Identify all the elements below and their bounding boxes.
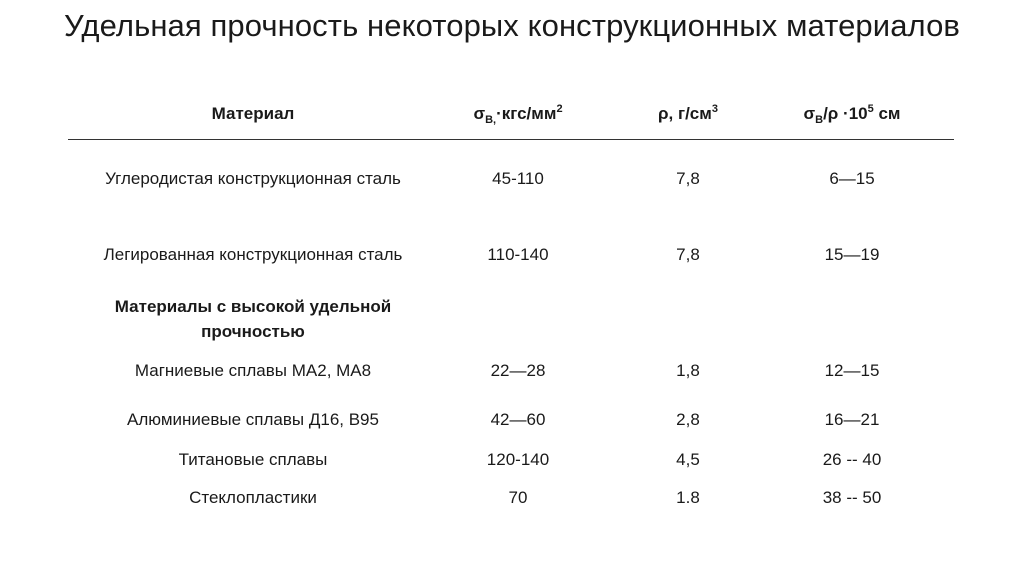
cell-material: Титановые сплавы bbox=[178, 450, 328, 469]
header-density bbox=[598, 104, 778, 124]
header-material: Материал bbox=[211, 104, 295, 123]
header-strength-symbol: σ bbox=[473, 104, 486, 123]
cell-density: 7,8 bbox=[676, 245, 700, 264]
cell-specific: 16—21 bbox=[824, 410, 880, 429]
header-strength-subscript: В, bbox=[485, 114, 497, 126]
cell-material: Магниевые сплавы МА2, МА8 bbox=[134, 361, 372, 380]
header-density-superscript: 3 bbox=[711, 103, 718, 115]
header-specific-mid: /ρ ·10 bbox=[823, 104, 868, 123]
cell-strength: 42—60 bbox=[490, 410, 546, 429]
cell-strength: 45-110 bbox=[492, 169, 544, 188]
cell-specific: 6—15 bbox=[829, 169, 875, 188]
cell-density: 7,8 bbox=[676, 169, 700, 188]
header-strength bbox=[438, 104, 598, 124]
header-strength-superscript: 2 bbox=[556, 103, 563, 115]
header-specific-superscript: 5 bbox=[867, 103, 874, 115]
cell-material: Алюминиевые сплавы Д16, В95 bbox=[127, 410, 379, 429]
header-specific-strength bbox=[778, 104, 926, 124]
cell-density: 4,5 bbox=[676, 450, 700, 469]
header-density-unit: ρ, г/см bbox=[658, 104, 712, 123]
cell-density: 1,8 bbox=[676, 361, 700, 380]
cell-specific: 12—15 bbox=[824, 361, 880, 380]
cell-specific: 26 -- 40 bbox=[822, 450, 882, 469]
header-specific-unit: см bbox=[873, 104, 901, 123]
cell-strength: 70 bbox=[508, 488, 528, 507]
cell-specific: 15—19 bbox=[824, 245, 880, 264]
cell-density: 1.8 bbox=[676, 488, 700, 507]
cell-specific: 38 -- 50 bbox=[822, 488, 882, 507]
cell-density: 2,8 bbox=[676, 410, 700, 429]
table-header bbox=[0, 102, 1024, 132]
cell-strength: 120-140 bbox=[486, 450, 550, 469]
cell-strength: 110-140 bbox=[487, 245, 549, 264]
header-specific-subscript: В bbox=[815, 114, 824, 126]
slide-title: Удельная прочность некоторых конструкционных материалов bbox=[64, 8, 960, 43]
header-divider bbox=[68, 139, 954, 140]
cell-material: Легированная конструкционная сталь bbox=[103, 245, 403, 264]
cell-strength: 22—28 bbox=[490, 361, 546, 380]
cell-material: Стеклопластики bbox=[189, 488, 317, 507]
header-strength-unit: ·кгс/мм bbox=[496, 104, 557, 123]
cell-material: Углеродистая конструкционная сталь bbox=[105, 169, 401, 188]
header-specific-symbol: σ bbox=[803, 104, 816, 123]
section-heading: Материалы с высокой удельной прочностью bbox=[114, 297, 392, 341]
